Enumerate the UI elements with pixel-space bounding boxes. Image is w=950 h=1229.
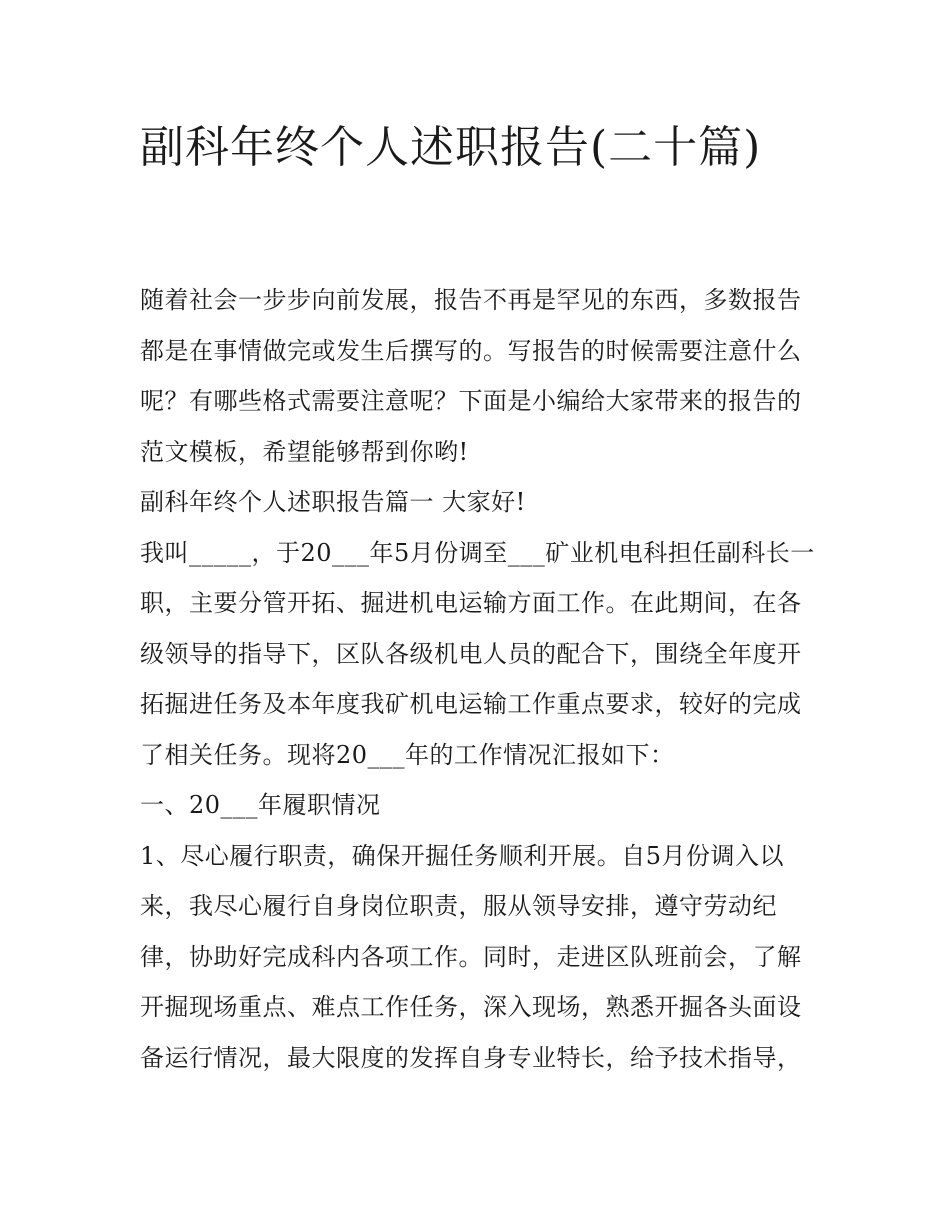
self-introduction-paragraph: 我叫_____，于20___年5月份调至___矿业机电科担任副科长一职，主要分管开拓、掘进机电运输方面工作。在此期间，在各级领导的指导下，区队各级机电人员的配合下，围绕全年度开拓掘进任务及本年度我矿机电运输工作重点要求，较好的完成了相关任务。现将20___年的工作情况汇报如下： bbox=[140, 538, 815, 769]
section-heading-one: 副科年终个人述职报告篇一 大家好! bbox=[140, 488, 526, 516]
subsection-heading: 一、20___年履职情况 bbox=[140, 791, 381, 819]
document-title: 副科年终个人述职报告(二十篇) bbox=[140, 122, 762, 173]
document-body bbox=[140, 275, 820, 1083]
intro-paragraph: 随着社会一步步向前发展，报告不再是罕见的东西，多数报告都是在事情做完或发生后撰写的。写报告的时候需要注意什么呢？有哪些格式需要注意呢？下面是小编给大家带来的报告的范文模板，希望能够帮到你哟! bbox=[140, 286, 802, 466]
duty-paragraph: 1、尽心履行职责，确保开掘任务顺利开展。自5月份调入以来，我尽心履行自身岗位职责，服从领导安排，遵守劳动纪律，协助好完成科内各项工作。同时，走进区队班前会，了解开掘现场重点、难点工作任务，深入现场，熟悉开掘各头面设备运行情况，最大限度的发挥自身专业特长，给予技术指导， bbox=[140, 841, 802, 1072]
